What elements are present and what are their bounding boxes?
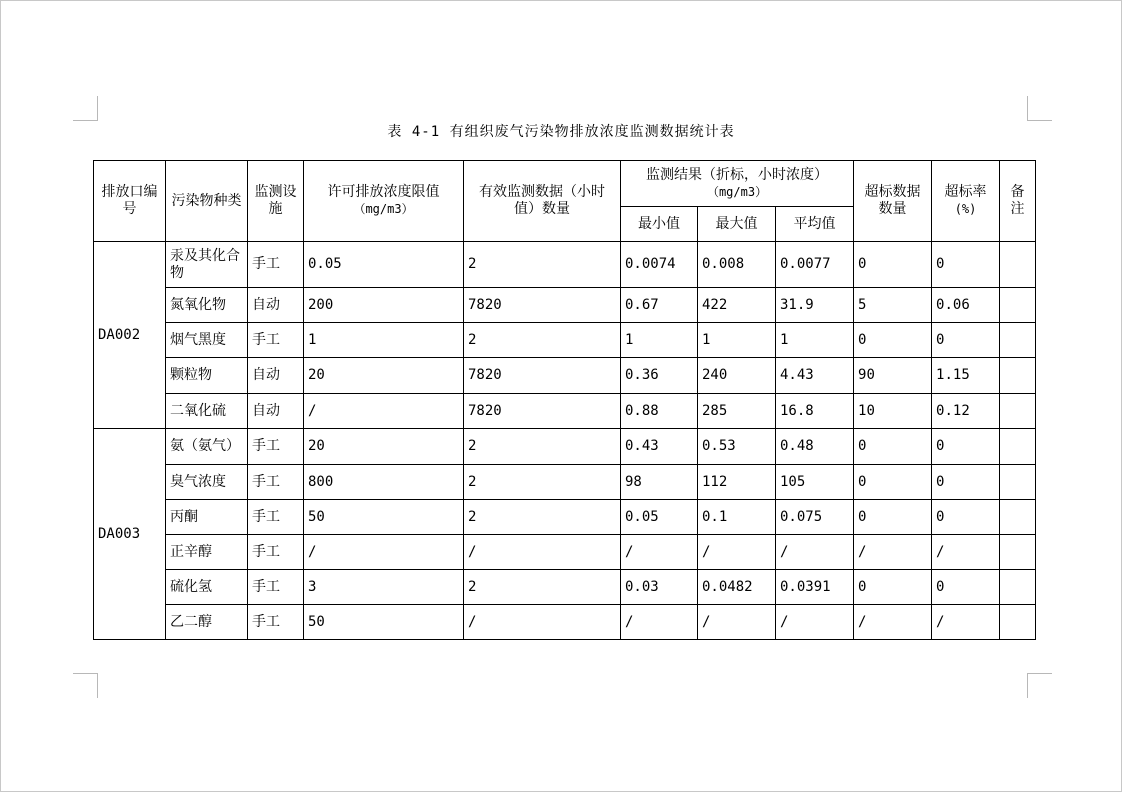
table-row — [94, 429, 1036, 465]
pollutant-cell: 颗粒物 — [166, 358, 248, 394]
count-cell: / — [464, 535, 621, 570]
max-cell: 240 — [698, 358, 776, 394]
method-cell: 手工 — [248, 535, 304, 570]
count-cell: 2 — [464, 323, 621, 358]
pollutant-cell: 硫化氢 — [166, 570, 248, 605]
exceed-rate-cell: 1.15 — [932, 358, 1000, 394]
avg-cell: 16.8 — [776, 394, 854, 429]
header-outlet: 排放口编号 — [94, 161, 166, 242]
count-cell: 2 — [464, 465, 621, 500]
count-cell: 7820 — [464, 394, 621, 429]
avg-cell: 0.48 — [776, 429, 854, 465]
method-cell: 手工 — [248, 605, 304, 640]
remark-cell — [1000, 358, 1036, 394]
table-row — [94, 323, 1036, 358]
pollutant-cell: 臭气浓度 — [166, 465, 248, 500]
header-pollutant: 污染物种类 — [166, 161, 248, 242]
remark-cell — [1000, 394, 1036, 429]
crop-mark-top-right — [1027, 96, 1052, 121]
exceed-rate-cell: 0 — [932, 500, 1000, 535]
method-cell: 手工 — [248, 500, 304, 535]
count-cell: 7820 — [464, 358, 621, 394]
pollutant-cell: 二氧化硫 — [166, 394, 248, 429]
remark-cell — [1000, 570, 1036, 605]
exceed-count-cell: 0 — [854, 429, 932, 465]
exceed-rate-cell: 0 — [932, 429, 1000, 465]
max-cell: 422 — [698, 288, 776, 323]
method-cell: 自动 — [248, 394, 304, 429]
header-avg: 平均值 — [776, 207, 854, 242]
table-row — [94, 242, 1036, 288]
method-cell: 自动 — [248, 358, 304, 394]
method-cell: 手工 — [248, 323, 304, 358]
remark-cell — [1000, 605, 1036, 640]
pollutant-cell: 丙酮 — [166, 500, 248, 535]
remark-cell — [1000, 500, 1036, 535]
crop-mark-bottom-right — [1027, 673, 1052, 698]
pollutant-cell: 氨（氨气） — [166, 429, 248, 465]
header-min: 最小值 — [621, 207, 698, 242]
crop-mark-top-left — [73, 96, 98, 121]
table-row — [94, 500, 1036, 535]
remark-cell — [1000, 465, 1036, 500]
avg-cell: 1 — [776, 323, 854, 358]
header-remark: 备注 — [1000, 161, 1036, 242]
table-row — [94, 288, 1036, 323]
avg-cell: 0.075 — [776, 500, 854, 535]
limit-cell: / — [304, 535, 464, 570]
min-cell: / — [621, 605, 698, 640]
header-limit-label: 许可排放浓度限值 — [327, 184, 440, 200]
header-max: 最大值 — [698, 207, 776, 242]
header-exceed-count: 超标数据数量 — [854, 161, 932, 242]
min-cell: 1 — [621, 323, 698, 358]
min-cell: 0.36 — [621, 358, 698, 394]
avg-cell: 31.9 — [776, 288, 854, 323]
crop-mark-bottom-left — [73, 673, 98, 698]
max-cell: 0.0482 — [698, 570, 776, 605]
table-title: 表 4-1 有组织废气污染物排放浓度监测数据统计表 — [387, 124, 735, 140]
avg-cell: 0.0077 — [776, 242, 854, 288]
exceed-count-cell: 0 — [854, 570, 932, 605]
table-row — [94, 394, 1036, 429]
limit-cell: 20 — [304, 358, 464, 394]
limit-cell: 800 — [304, 465, 464, 500]
method-cell: 手工 — [248, 570, 304, 605]
header-result — [621, 161, 854, 207]
min-cell: 0.88 — [621, 394, 698, 429]
min-cell: 98 — [621, 465, 698, 500]
exceed-rate-cell: 0 — [932, 465, 1000, 500]
count-cell: 2 — [464, 570, 621, 605]
limit-cell: 200 — [304, 288, 464, 323]
min-cell: 0.0074 — [621, 242, 698, 288]
count-cell: 7820 — [464, 288, 621, 323]
header-exceed-rate-unit: (%) — [954, 202, 977, 216]
exceed-count-cell: 0 — [854, 242, 932, 288]
method-cell: 手工 — [248, 465, 304, 500]
method-cell: 自动 — [248, 288, 304, 323]
avg-cell: 4.43 — [776, 358, 854, 394]
avg-cell: / — [776, 605, 854, 640]
exceed-rate-cell: 0.12 — [932, 394, 1000, 429]
outlet-cell: DA002 — [94, 242, 166, 429]
limit-cell: / — [304, 394, 464, 429]
exceed-rate-cell: / — [932, 605, 1000, 640]
header-result-label: 监测结果（折标，小时浓度） — [646, 166, 829, 183]
min-cell: 0.03 — [621, 570, 698, 605]
header-result-unit: （mg/m3） — [706, 184, 768, 199]
count-cell: 2 — [464, 429, 621, 465]
exceed-rate-cell: 0.06 — [932, 288, 1000, 323]
exceed-rate-cell: 0 — [932, 242, 1000, 288]
table-row — [94, 535, 1036, 570]
table-row — [94, 358, 1036, 394]
method-cell: 手工 — [248, 429, 304, 465]
pollutant-cell: 乙二醇 — [166, 605, 248, 640]
remark-cell — [1000, 242, 1036, 288]
emission-monitoring-table — [93, 160, 1036, 640]
method-cell: 手工 — [248, 242, 304, 288]
exceed-count-cell: 0 — [854, 465, 932, 500]
exceed-rate-cell: 0 — [932, 323, 1000, 358]
remark-cell — [1000, 429, 1036, 465]
exceed-count-cell: 90 — [854, 358, 932, 394]
outlet-cell: DA003 — [94, 429, 166, 640]
pollutant-cell: 汞及其化合物 — [166, 242, 248, 288]
exceed-count-cell: 10 — [854, 394, 932, 429]
exceed-rate-cell: / — [932, 535, 1000, 570]
limit-cell: 50 — [304, 500, 464, 535]
header-method: 监测设施 — [248, 161, 304, 242]
max-cell: 285 — [698, 394, 776, 429]
table-row — [94, 465, 1036, 500]
header-exceed-rate — [932, 161, 1000, 242]
exceed-count-cell: / — [854, 605, 932, 640]
limit-cell: 50 — [304, 605, 464, 640]
max-cell: 0.008 — [698, 242, 776, 288]
limit-cell: 1 — [304, 323, 464, 358]
max-cell: / — [698, 535, 776, 570]
exceed-count-cell: 0 — [854, 323, 932, 358]
count-cell: 2 — [464, 242, 621, 288]
max-cell: 1 — [698, 323, 776, 358]
exceed-count-cell: 5 — [854, 288, 932, 323]
max-cell: 0.1 — [698, 500, 776, 535]
count-cell: / — [464, 605, 621, 640]
min-cell: 0.05 — [621, 500, 698, 535]
limit-cell: 20 — [304, 429, 464, 465]
header-limit — [304, 161, 464, 242]
avg-cell: / — [776, 535, 854, 570]
avg-cell: 105 — [776, 465, 854, 500]
avg-cell: 0.0391 — [776, 570, 854, 605]
exceed-count-cell: 0 — [854, 500, 932, 535]
pollutant-cell: 烟气黑度 — [166, 323, 248, 358]
exceed-count-cell: / — [854, 535, 932, 570]
max-cell: 112 — [698, 465, 776, 500]
count-cell: 2 — [464, 500, 621, 535]
exceed-rate-cell: 0 — [932, 570, 1000, 605]
header-limit-unit: （mg/m3） — [353, 202, 414, 216]
min-cell: / — [621, 535, 698, 570]
min-cell: 0.67 — [621, 288, 698, 323]
pollutant-cell: 氮氧化物 — [166, 288, 248, 323]
limit-cell: 3 — [304, 570, 464, 605]
remark-cell — [1000, 323, 1036, 358]
max-cell: 0.53 — [698, 429, 776, 465]
min-cell: 0.43 — [621, 429, 698, 465]
pollutant-cell: 正辛醇 — [166, 535, 248, 570]
header-valid-count: 有效监测数据（小时值）数量 — [464, 161, 621, 242]
table-row — [94, 605, 1036, 640]
max-cell: / — [698, 605, 776, 640]
header-exceed-rate-label: 超标率 — [944, 184, 987, 200]
table-row — [94, 570, 1036, 605]
remark-cell — [1000, 288, 1036, 323]
limit-cell: 0.05 — [304, 242, 464, 288]
remark-cell — [1000, 535, 1036, 570]
